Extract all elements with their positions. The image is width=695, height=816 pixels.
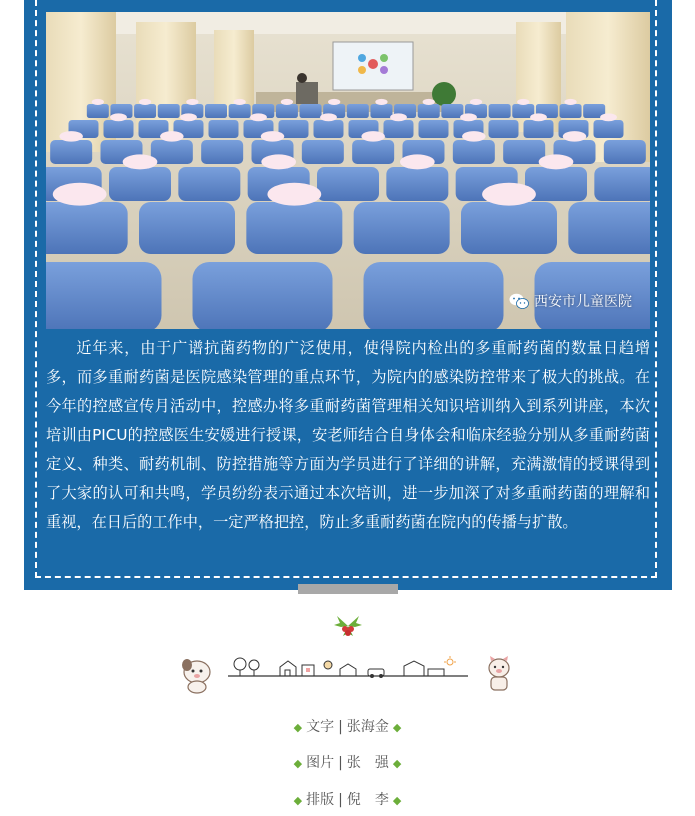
auditorium-chair <box>594 167 650 201</box>
nurse-cap <box>320 113 337 121</box>
auditorium-chair <box>193 262 333 329</box>
auditorium-chair <box>441 104 463 118</box>
auditorium-chair <box>229 104 251 118</box>
credit-photo <box>0 752 695 772</box>
nurse-cap <box>110 113 127 121</box>
auditorium-chair <box>370 104 392 118</box>
credit-text <box>0 716 695 736</box>
divider-bar <box>298 584 398 594</box>
nurse-cap <box>539 154 574 169</box>
auditorium-chair <box>604 140 646 164</box>
nurse-cap <box>400 154 435 169</box>
watermark <box>509 291 632 311</box>
auditorium-chair <box>384 120 414 138</box>
auditorium-chair <box>276 104 298 118</box>
watermark-text: 西安市儿童医院 <box>534 294 632 310</box>
auditorium-chair <box>418 104 440 118</box>
town-line-art <box>228 655 468 679</box>
nurse-cap <box>423 99 435 105</box>
nurse-cap <box>186 99 198 105</box>
article-panel <box>24 0 672 590</box>
credit-role: 文字 <box>306 719 335 735</box>
auditorium-chair <box>386 167 448 201</box>
diamond-icon: ◆ <box>293 721 303 734</box>
nurse-cap <box>59 131 83 142</box>
auditorium-chair <box>568 202 650 254</box>
nurse-cap <box>328 99 340 105</box>
nurse-cap <box>482 183 536 206</box>
credit-name: 张 强 <box>346 755 389 771</box>
auditorium-chair <box>104 120 134 138</box>
auditorium-chair <box>347 104 369 118</box>
auditorium-chair <box>300 104 322 118</box>
cartoon-dog-icon <box>180 656 214 694</box>
separator: | <box>338 719 343 735</box>
credit-role: 图片 <box>306 755 335 771</box>
auditorium-chair <box>419 120 449 138</box>
diamond-icon: ◆ <box>392 757 402 770</box>
auditorium-chair <box>302 140 344 164</box>
nurse-cap <box>390 113 407 121</box>
nurse-cap <box>261 154 296 169</box>
diamond-icon: ◆ <box>293 757 303 770</box>
auditorium-chair <box>46 262 162 329</box>
nurse-cap <box>470 99 482 105</box>
cartoon-pig-icon <box>486 656 512 692</box>
nurse-cap <box>460 113 477 121</box>
auditorium-chair <box>158 104 180 118</box>
auditorium-chair <box>87 104 109 118</box>
separator: | <box>338 792 343 808</box>
auditorium-chair <box>352 140 394 164</box>
credit-layout <box>0 789 695 809</box>
auditorium-chair <box>364 262 504 329</box>
auditorium-chair <box>201 140 243 164</box>
nurse-cap <box>462 131 486 142</box>
credit-name: 张海金 <box>346 719 389 735</box>
lecture-photo <box>46 12 650 329</box>
nurse-cap <box>530 113 547 121</box>
auditorium-chair <box>46 202 128 254</box>
auditorium-chair <box>151 140 193 164</box>
nurse-cap <box>123 154 158 169</box>
credit-name: 倪 李 <box>346 792 389 808</box>
auditorium-chair <box>314 120 344 138</box>
auditorium-chair <box>453 140 495 164</box>
holly-icon <box>331 612 365 640</box>
auditorium-chair <box>205 104 227 118</box>
nurse-cap <box>92 99 104 105</box>
auditorium-chair <box>246 202 342 254</box>
nurse-cap <box>160 131 184 142</box>
auditorium-chair <box>594 120 624 138</box>
auditorium-chair <box>524 120 554 138</box>
nurse-cap <box>261 131 285 142</box>
diamond-icon: ◆ <box>392 721 402 734</box>
nurse-cap <box>563 131 587 142</box>
nurse-cap <box>564 99 576 105</box>
auditorium-chair <box>354 202 450 254</box>
credit-role: 排版 <box>306 792 335 808</box>
separator: | <box>338 755 343 771</box>
nurse-cap <box>250 113 267 121</box>
nurse-cap <box>361 131 385 142</box>
auditorium-chair <box>139 202 235 254</box>
auditorium-chair <box>134 104 156 118</box>
diamond-icon: ◆ <box>293 794 303 807</box>
nurse-cap <box>267 183 321 206</box>
nurse-cap <box>139 99 151 105</box>
nurse-cap <box>517 99 529 105</box>
nurse-cap <box>281 99 293 105</box>
nurse-cap <box>600 113 617 121</box>
nurse-cap <box>53 183 107 206</box>
auditorium-chair <box>503 140 545 164</box>
auditorium-chair <box>109 167 171 201</box>
auditorium-chair <box>209 120 239 138</box>
auditorium-chair <box>50 140 92 164</box>
auditorium-chair <box>489 104 511 118</box>
auditorium-chair <box>489 120 519 138</box>
wechat-icon <box>509 293 529 310</box>
auditorium-chair <box>461 202 557 254</box>
nurse-cap <box>180 113 197 121</box>
nurse-cap <box>375 99 387 105</box>
auditorium-chair <box>560 104 582 118</box>
auditorium-chair <box>178 167 240 201</box>
auditorium-chair <box>317 167 379 201</box>
diamond-icon: ◆ <box>392 794 402 807</box>
article-paragraph: 近年来，由于广谱抗菌药物的广泛使用，使得院内检出的多重耐药菌的数量日趋增多，而多重耐药菌是医院感染管理的重点环节，为院内的感染防控带来了极大的挑战。在今年的控感宣传月活动中，控感办将多重耐药菌管理相关知识培训纳入到系列讲座，本次培训由PICU的控感医生安媛进行授课，安老师结合自身体会和临床经验分别从多重耐药菌定义、种类、耐药机制、防控措施等方面为学员进行了详细的讲解，充满激情的授课得到了大家的认可和共鸣，学员纷纷表示通过本次培训，进一步加深了对多重耐药菌的理解和重视，在日后的工作中，一定严格把控，防止多重耐药菌在院内的传播与扩散。 <box>46 339 650 531</box>
nurse-cap <box>233 99 245 105</box>
